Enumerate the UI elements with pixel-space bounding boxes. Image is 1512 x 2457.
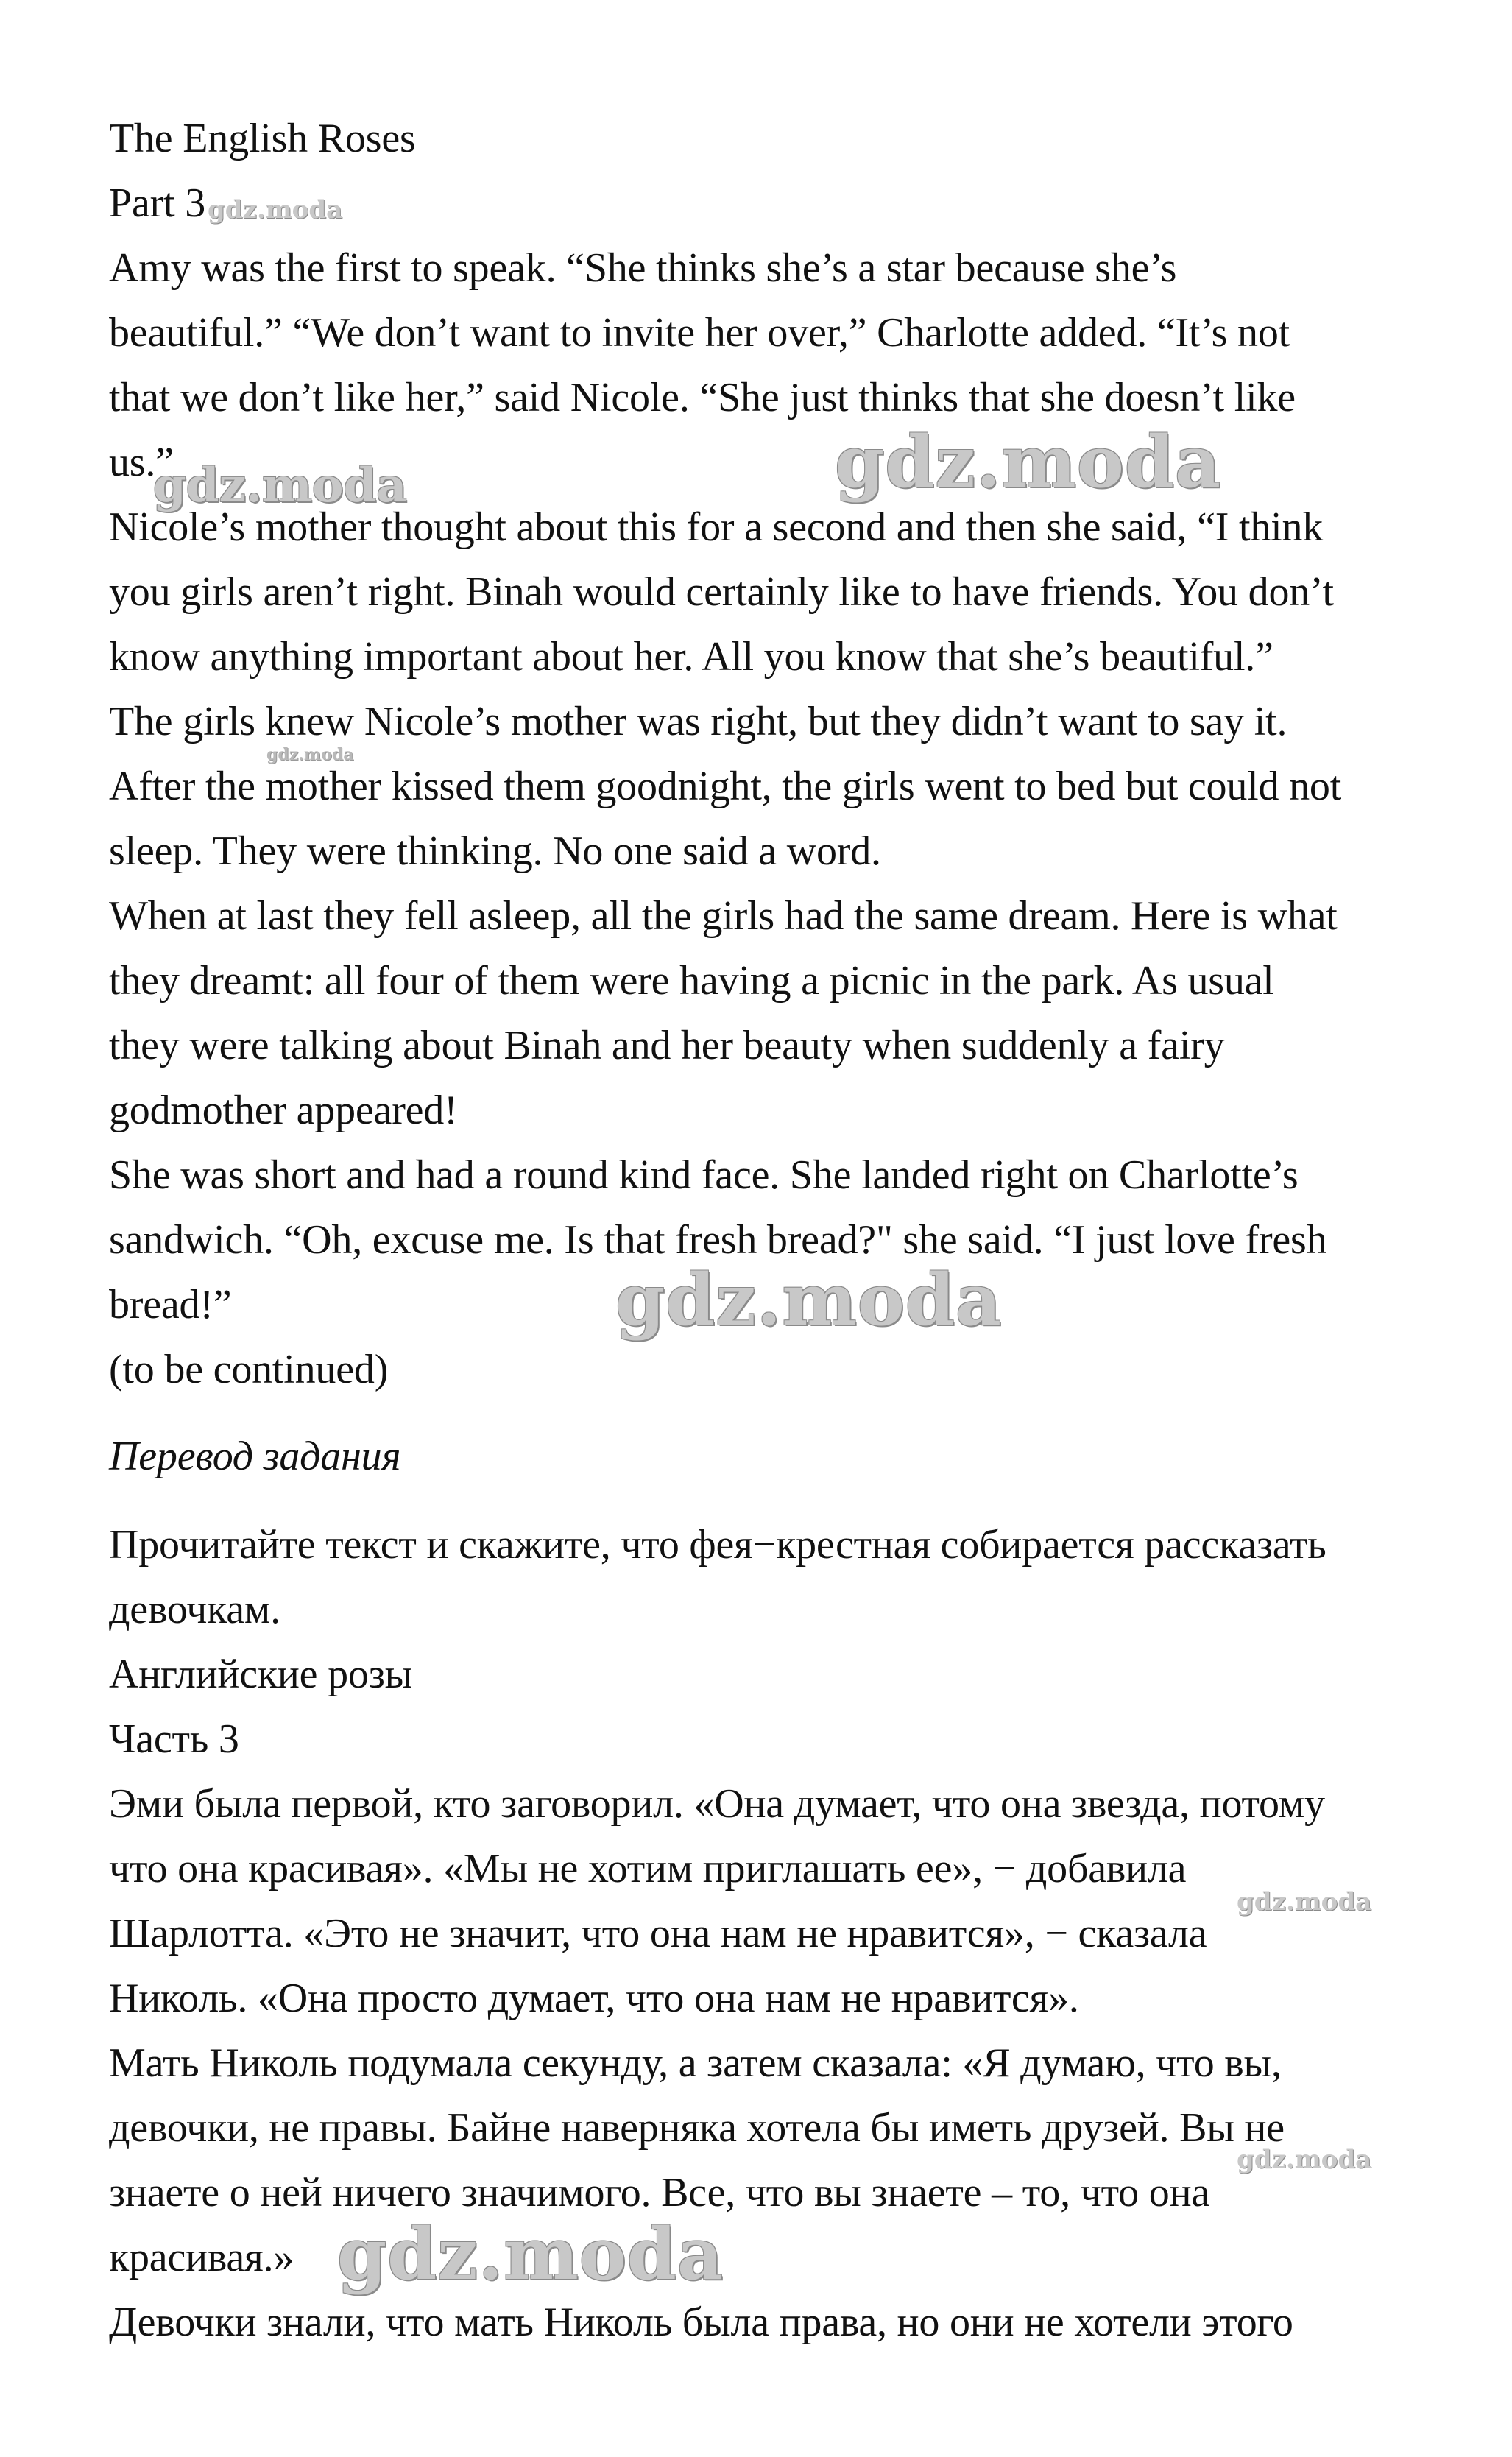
- translation-line: Часть 3: [109, 1716, 239, 1762]
- translation-line: красивая.»: [109, 2235, 294, 2280]
- translation-line: Николь. «Она просто думает, что она нам не нравится».: [109, 1975, 1079, 2021]
- translation-line: Девочки знали, что мать Николь была права, но они не хотели этого: [109, 2299, 1293, 2345]
- translation-line: Английские розы: [109, 1651, 413, 1697]
- english-line: godmother appeared!: [109, 1088, 458, 1133]
- translation-line: девочки, не правы. Байне наверняка хотела бы иметь друзей. Вы не: [109, 2105, 1285, 2151]
- story-title: The English Roses: [109, 116, 416, 161]
- translation-line: Эми была первой, кто заговорил. «Она думает, что она звезда, потому: [109, 1781, 1325, 1827]
- watermark: gdz.moda: [1237, 2145, 1372, 2174]
- english-line: After the mother kissed them goodnight, the girls went to bed but could not: [109, 764, 1342, 809]
- watermark: gdz.moda: [208, 195, 343, 225]
- english-line: know anything important about her. All you know that she’s beautiful.”: [109, 634, 1273, 680]
- watermark: gdz.moda: [337, 2213, 724, 2296]
- english-line: Amy was the first to speak. “She thinks she’s a star because she’s: [109, 245, 1177, 291]
- translation-line: знаете о ней ничего значимого. Все, что вы знаете – то, что она: [109, 2170, 1209, 2215]
- translation-line: Прочитайте текст и скажите, что фея−крестная собирается рассказать: [109, 1522, 1326, 1568]
- translation-line: Мать Николь подумала секунду, а затем сказала: «Я думаю, что вы,: [109, 2040, 1282, 2086]
- translation-heading: Перевод задания: [109, 1434, 401, 1479]
- translation-line: что она красивая». «Мы не хотим приглашать ее», − добавила: [109, 1846, 1187, 1892]
- english-line: you girls aren’t right. Binah would certainly like to have friends. You don’t: [109, 569, 1334, 615]
- watermark: gdz.moda: [615, 1258, 1003, 1342]
- watermark: gdz.moda: [835, 420, 1222, 504]
- english-line: (to be continued): [109, 1347, 389, 1392]
- english-line: they were talking about Binah and her beauty when suddenly a fairy: [109, 1023, 1225, 1068]
- watermark: gdz.moda: [153, 458, 407, 513]
- english-line: us.”: [109, 440, 174, 485]
- english-line: that we don’t like her,” said Nicole. “She just thinks that she doesn’t like: [109, 375, 1296, 420]
- english-line: She was short and had a round kind face. She landed right on Charlotte’s: [109, 1152, 1299, 1198]
- english-line: they dreamt: all four of them were having a picnic in the park. As usual: [109, 958, 1274, 1004]
- english-line: When at last they fell asleep, all the girls had the same dream. Here is what: [109, 893, 1338, 939]
- watermark: gdz.moda: [266, 745, 354, 764]
- translation-line: Шарлотта. «Это не значит, что она нам не нравится», − сказала: [109, 1911, 1207, 1956]
- english-line: The girls knew Nicole’s mother was right, but they didn’t want to say it.: [109, 699, 1287, 744]
- english-line: beautiful.” “We don’t want to invite her over,” Charlotte added. “It’s not: [109, 310, 1290, 356]
- english-line: bread!”: [109, 1282, 232, 1328]
- translation-line: девочкам.: [109, 1587, 280, 1632]
- english-line: sandwich. “Oh, excuse me. Is that fresh bread?" she said. “I just love fresh: [109, 1217, 1327, 1263]
- english-line: sleep. They were thinking. No one said a word.: [109, 828, 881, 874]
- watermark: gdz.moda: [1237, 1887, 1372, 1917]
- story-part: Part 3: [109, 180, 206, 226]
- english-line: Nicole’s mother thought about this for a second and then she said, “I think: [109, 504, 1324, 550]
